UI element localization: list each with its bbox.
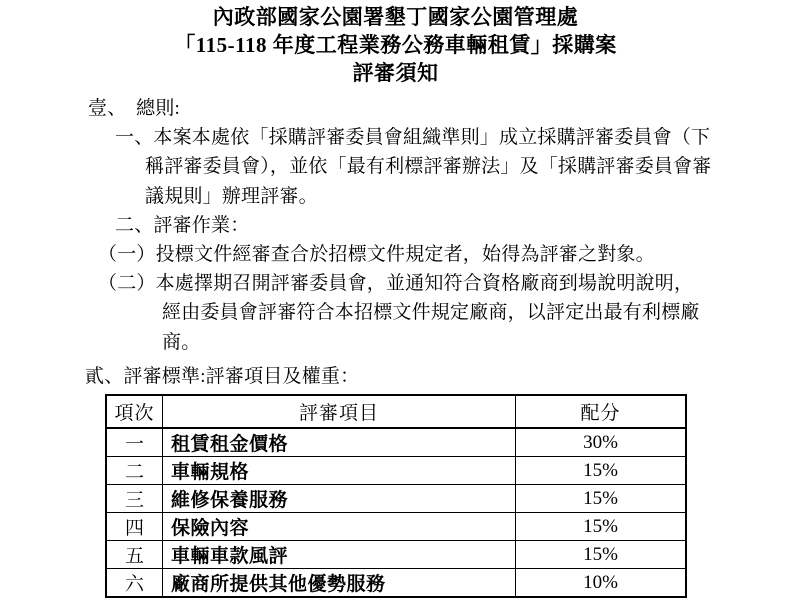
header-cell-score: 配分 [516, 395, 687, 428]
cell-item: 廠商所提供其他優勢服務 [163, 569, 516, 598]
criteria-table-body [106, 428, 686, 597]
table-row [106, 541, 686, 569]
cell-score: 30% [516, 428, 687, 457]
document-body [0, 94, 791, 391]
section-1-item-1-line-1: 一、本案本處依「採購評審委員會組織準則」成立採購評審委員會（下 [115, 127, 711, 149]
criteria-table-header [106, 395, 686, 428]
table-row [106, 428, 686, 457]
cell-no: 三 [106, 485, 163, 513]
cell-no: 一 [106, 428, 163, 457]
title-doc-type: 評審須知 [352, 61, 439, 85]
evaluation-criteria-table [105, 394, 687, 598]
section-1-heading: 壹、 總則: [88, 98, 180, 119]
cell-item: 維修保養服務 [163, 485, 516, 513]
cell-item: 保險內容 [163, 513, 516, 541]
title-procurement-case: 「115-118 年度工程業務公務車輛租賃」採購案 [174, 33, 617, 57]
cell-no: 六 [106, 569, 163, 598]
cell-item: 租賃租金價格 [163, 428, 516, 457]
cell-score: 15% [516, 541, 687, 569]
header-cell-no: 項次 [106, 395, 163, 428]
cell-no: 四 [106, 513, 163, 541]
section-1-item-2-sub-2-line-1: （二）本處擇期召開評審委員會，並通知符合資格廠商到場說明說明， [98, 273, 694, 295]
header-row [106, 395, 686, 428]
header-cell-item: 評審項目 [163, 395, 516, 428]
table-row [106, 457, 686, 485]
cell-score: 15% [516, 457, 687, 485]
section-1-item-2-sub-2-line-3: 商。 [162, 331, 201, 353]
table-row [106, 569, 686, 598]
table-row [106, 485, 686, 513]
cell-no: 五 [106, 541, 163, 569]
title-agency: 內政部國家公園署墾丁國家公園管理處 [212, 5, 579, 29]
section-1-item-2-sub-2-line-2: 經由委員會評審符合本招標文件規定廠商，以評定出最有利標廠 [162, 302, 700, 324]
section-1-item-1-line-3: 議規則」辦理評審。 [145, 185, 318, 207]
cell-score: 10% [516, 569, 687, 598]
table-row [106, 513, 686, 541]
section-1-item-2-sub-1: （一）投標文件經審查合於招標文件規定者，始得為評審之對象。 [98, 244, 655, 266]
cell-score: 15% [516, 485, 687, 513]
section-1-item-1-line-2: 稱評審委員會），並依「最有利標評審辦法」及「採購評審委員會審 [145, 156, 712, 178]
cell-score: 15% [516, 513, 687, 541]
section-2-heading: 貳、評審標準:評審項目及權重： [85, 365, 360, 387]
document-title-block [0, 0, 791, 87]
cell-item: 車輛車款風評 [163, 541, 516, 569]
cell-item: 車輛規格 [163, 457, 516, 485]
section-1-item-2-heading: 二、評審作業： [115, 214, 250, 236]
cell-no: 二 [106, 457, 163, 485]
